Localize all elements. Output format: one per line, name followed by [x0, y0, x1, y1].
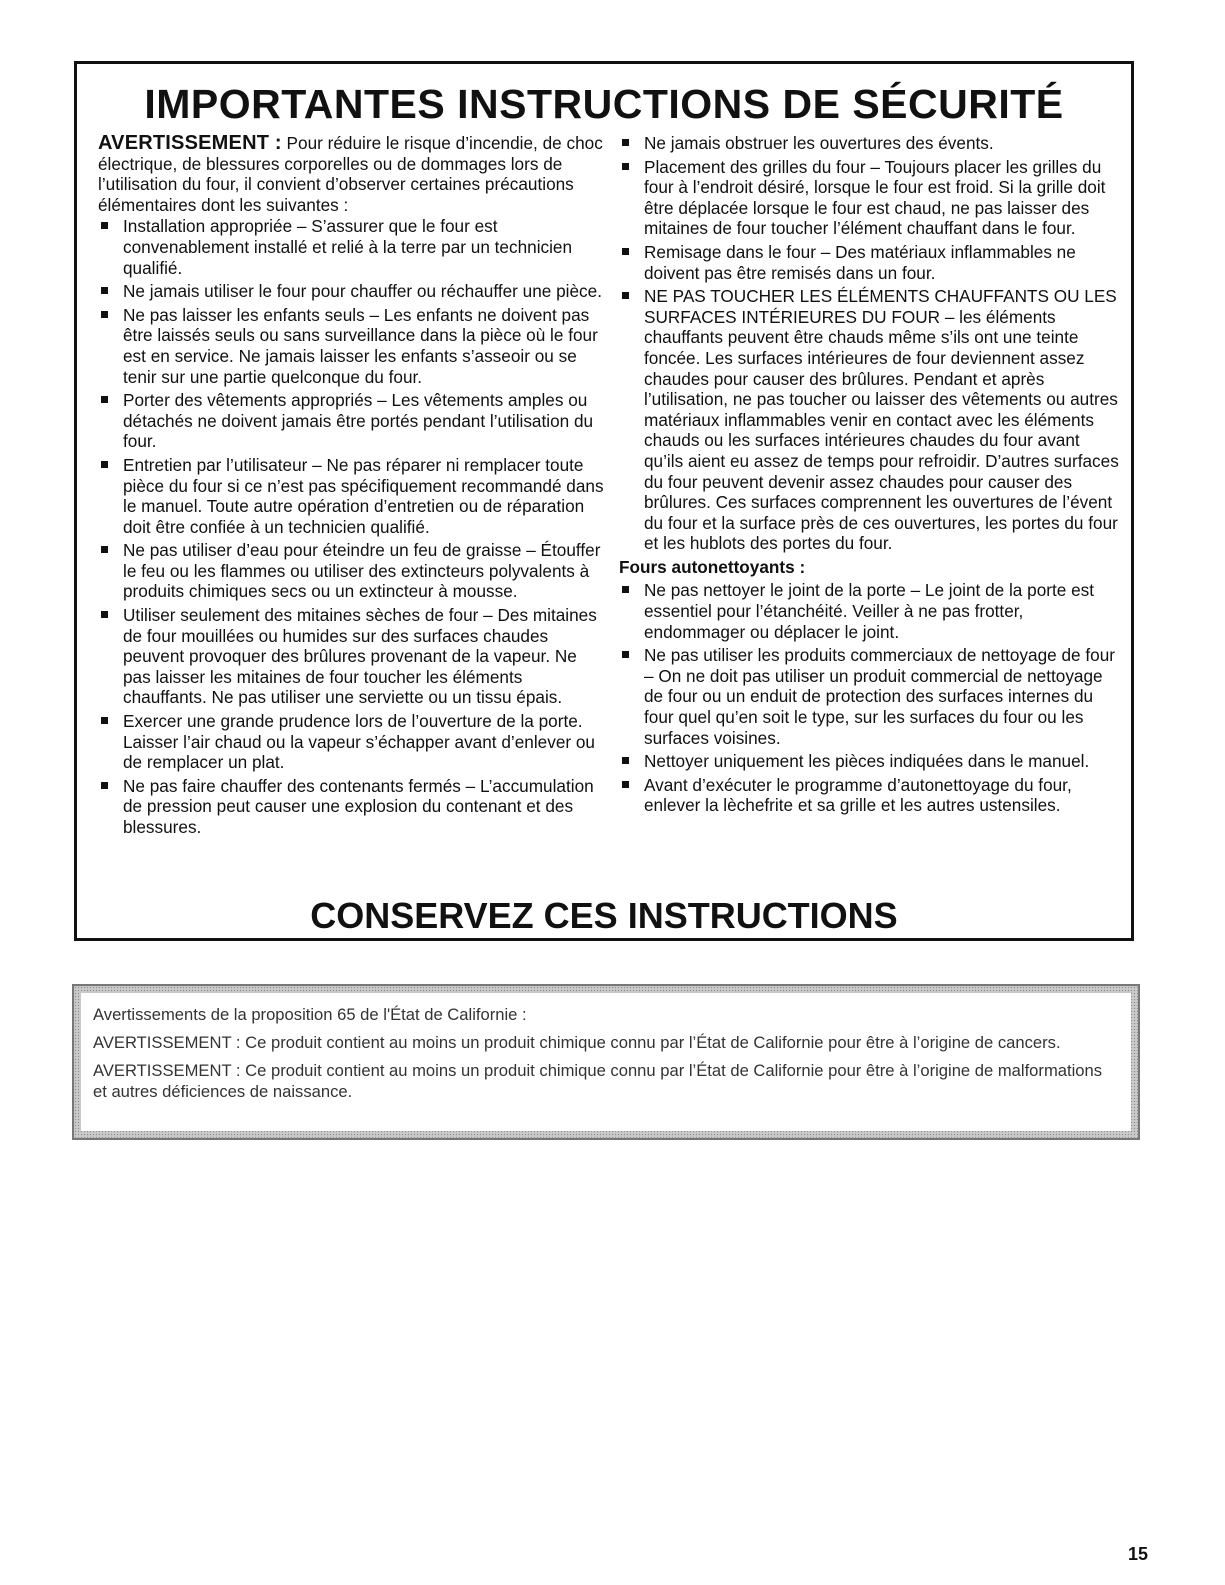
list-item: [98, 305, 608, 387]
list-item-text: Placement des grilles du four – Toujours placer les grilles du four à l’endroit désiré, lorsque le four est froid. Si la grille doit être déplacée lorsque le four est chaud, ne pas laisser des mitaines de four toucher l’élément chauffant dans le four.: [644, 156, 1106, 239]
left-column: [98, 133, 608, 841]
list-item-text: Entretien par l’utilisateur – Ne pas réparer ni remplacer toute pièce du four si ce n’est pas spécifiquement recommandé dans le manuel. Toute autre opération d’entretien ou de réparation doit être confiée à un technicien qualifié.: [123, 454, 604, 537]
warning-intro: [98, 133, 608, 215]
warning-label: AVERTISSEMENT :: [98, 132, 282, 154]
square-bullet-icon: [101, 311, 108, 318]
list-item-text: Ne jamais utiliser le four pour chauffer ou réchauffer une pièce.: [123, 281, 602, 302]
list-item: [98, 540, 608, 602]
square-bullet-icon: [622, 757, 629, 764]
list-item: [98, 390, 608, 452]
prop65-heading: Avertissements de la proposition 65 de l'État de Californie :: [93, 1005, 527, 1024]
list-item: [619, 645, 1119, 748]
square-bullet-icon: [622, 248, 629, 255]
square-bullet-icon: [101, 396, 108, 403]
square-bullet-icon: [622, 139, 629, 146]
square-bullet-icon: [101, 717, 108, 724]
square-bullet-icon: [622, 292, 629, 299]
right-safety-list: [619, 133, 1119, 554]
list-item: [619, 157, 1119, 239]
list-item-text: Porter des vêtements appropriés – Les vêtements amples ou détachés ne doivent jamais être portés pendant l’utilisation du four.: [123, 390, 594, 452]
list-item-text: Avant d’exécuter le programme d’autonettoyage du four, enlever la lèchefrite et sa grille et les autres ustensiles.: [644, 774, 1072, 816]
list-item-text: Ne pas laisser les enfants seuls – Les enfants ne doivent pas être laissés seuls ou sans surveillance dans la pièce où le four est en service. Ne jamais laisser les enfants s’asseoir ou se tenir sur une partie quelconque du four.: [123, 304, 598, 387]
square-bullet-icon: [622, 163, 629, 170]
list-item: [619, 775, 1119, 816]
list-item-text: Ne pas utiliser les produits commerciaux de nettoyage de four – On ne doit pas utiliser un produit commercial de nettoyage de four ou un enduit de protection des surfaces internes du four quel qu’en soit le type, sur les surfaces du four ou les surfaces voisines.: [644, 645, 1115, 748]
list-item-text: Ne pas utiliser d’eau pour éteindre un feu de graisse – Étouffer le feu ou les flammes ou utiliser des extincteurs polyvalents à produits chimiques secs ou un extincteur à mousse.: [123, 540, 601, 602]
list-item-text: Installation appropriée – S’assurer que le four est convenablement installé et relié à la terre par un technicien qualifié.: [123, 216, 573, 278]
warning-text: Pour réduire le risque d’incendie, de choc électrique, de blessures corporelles ou de dommages lors de l’utilisation du four, il convient d’observer certaines précautions élémentaires dont les suivantes :: [98, 133, 603, 215]
prop65-warning-box: [72, 984, 1140, 1140]
square-bullet-icon: [622, 586, 629, 593]
square-bullet-icon: [101, 222, 108, 229]
square-bullet-icon: [101, 782, 108, 789]
self-clean-heading: Fours autonettoyants :: [619, 556, 806, 577]
right-column: [619, 133, 1119, 819]
list-item: [98, 455, 608, 537]
safety-title: IMPORTANTES INSTRUCTIONS DE SÉCURITÉ: [144, 81, 1064, 127]
list-item: [98, 281, 608, 302]
square-bullet-icon: [622, 651, 629, 658]
list-item: [98, 216, 608, 278]
list-item-text: Ne jamais obstruer les ouvertures des évents.: [644, 133, 994, 153]
list-item-text: Remisage dans le four – Des matériaux inflammables ne doivent pas être remisés dans un four.: [644, 241, 1076, 283]
list-item: [619, 580, 1119, 642]
list-item: [98, 605, 608, 708]
prop65-content: [81, 993, 1131, 1131]
list-item-text: NE PAS TOUCHER LES ÉLÉMENTS CHAUFFANTS OU LES SURFACES INTÉRIEURES DU FOUR – les éléments chauffants peuvent être chauds même s’ils ont une teinte foncée. Les surfaces intérieures de four deviennent assez chaudes pour causer des brûlures. Pendant et après l’utilisation, ne pas toucher ou laisser des vêtements ou autres matériaux inflammables venir en contact avec les éléments chauds ou les surfaces intérieures chaudes du four avant qu’ils aient eu assez de temps pour refroidir. D’autres surfaces du four peuvent devenir assez chaudes pour causer des brûlures. Ces surfaces comprennent les ouvertures de l’évent du four et la surface près de ces ouvertures, les portes du four et les hublots des portes du four.: [644, 286, 1119, 554]
list-item-text: Utiliser seulement des mitaines sèches de four – Des mitaines de four mouillées ou humides sur des surfaces chaudes peuvent provoquer des brûlures provenant de la vapeur. Ne pas laisser les mitaines de four toucher les éléments chauffants. Ne pas utiliser une serviette ou un tissu épais.: [123, 605, 597, 708]
square-bullet-icon: [101, 546, 108, 553]
list-item-text: Nettoyer uniquement les pièces indiquées dans le manuel.: [644, 751, 1090, 772]
list-item-text: Ne pas faire chauffer des contenants fermés – L’accumulation de pression peut causer une explosion du contenant et des blessures.: [123, 775, 594, 837]
safety-instructions-box: [74, 61, 1134, 941]
list-item: [619, 286, 1119, 554]
list-item: [98, 776, 608, 838]
square-bullet-icon: [101, 461, 108, 468]
prop65-cancer-warning: AVERTISSEMENT : Ce produit contient au moins un produit chimique connu par l’État de Californie pour être à l’origine de cancers.: [93, 1033, 1061, 1052]
list-item: [619, 133, 1119, 154]
list-item-text: Exercer une grande prudence lors de l’ouverture de la porte. Laisser l’air chaud ou la vapeur s’échapper avant d’enlever ou de remplacer un plat.: [123, 711, 595, 773]
left-safety-list: [98, 216, 608, 837]
save-instructions-title: CONSERVEZ CES INSTRUCTIONS: [310, 895, 898, 936]
prop65-birth-defect-warning: AVERTISSEMENT : Ce produit contient au moins un produit chimique connu par l’État de Californie pour être à l’origine de malformations et autres déficiences de naissance.: [93, 1061, 1103, 1101]
list-item: [619, 242, 1119, 283]
square-bullet-icon: [101, 287, 108, 294]
square-bullet-icon: [622, 781, 629, 788]
list-item-text: Ne pas nettoyer le joint de la porte – Le joint de la porte est essentiel pour l’étanchéité. Veiller à ne pas frotter, endommager ou déplacer le joint.: [644, 580, 1095, 642]
page-number: 15: [1128, 1544, 1149, 1564]
list-item: [619, 751, 1119, 772]
self-clean-list: [619, 580, 1119, 816]
square-bullet-icon: [101, 611, 108, 618]
list-item: [98, 711, 608, 773]
